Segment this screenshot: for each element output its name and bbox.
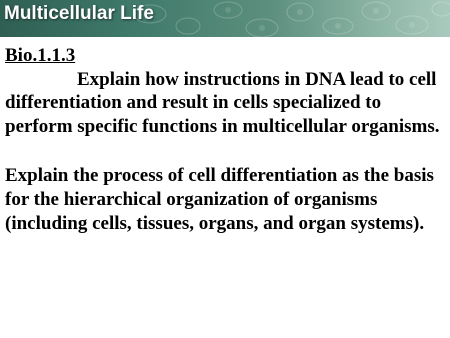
slide-title: Multicellular Life: [4, 3, 154, 24]
slide-content: [5, 44, 443, 235]
header-banner: [0, 0, 450, 37]
objective-paragraph-1: Explain how instructions in DNA lead to cell differentiation and result in cells specialized to perform specific functions in multicellular organisms.: [5, 68, 440, 137]
standard-code: Bio.1.1.3: [5, 45, 76, 66]
objective-paragraph-2: Explain the process of cell differentiation as the basis for the hierarchical organization of organisms (including cells, tissues, organs, and organ systems).: [5, 165, 434, 234]
